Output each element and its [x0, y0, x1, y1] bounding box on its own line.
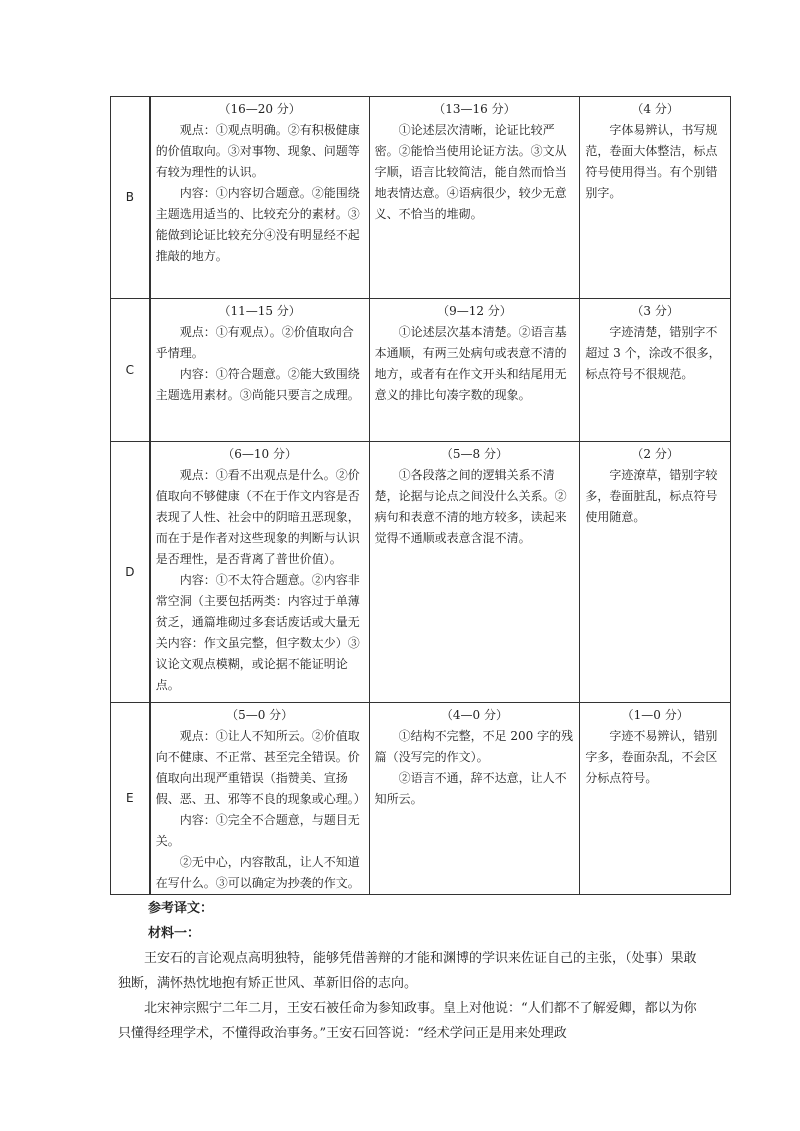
score-range: （13—16 分）: [433, 102, 516, 116]
criteria-text: 内容：①完全不合题意，与题目无关。: [155, 813, 360, 848]
table-row: [111, 442, 731, 703]
criteria-text: 内容：①符合题意。②能大致围绕主题选用素材。③尚能只要言之成理。: [155, 367, 360, 402]
reference-subtitle: 材料一：: [148, 926, 201, 941]
score-range: （16—20 分）: [218, 102, 301, 116]
score-range: （5—0 分）: [226, 708, 294, 722]
criteria-cell: [580, 442, 731, 703]
reference-translation: [118, 896, 703, 1046]
criteria-text: 字迹潦草，错别字较多，卷面脏乱，标点符号使用随意。: [585, 468, 718, 524]
grading-table: [110, 96, 731, 895]
criteria-cell: [369, 442, 580, 703]
criteria-text: ②无中心，内容散乱，让人不知道在写什么。③可以确定为抄袭的作文。: [155, 855, 360, 890]
score-range: （11—15 分）: [218, 304, 301, 318]
criteria-text: 观点：①看不出观点是什么。②价值取向不够健康（不在于作文内容是否表现了人性、社会中的阴暗丑恶现象，而在于是作者对这些现象的判断与认识是否理性，是否背离了普世价值）。: [155, 468, 360, 566]
criteria-cell: [580, 703, 731, 895]
criteria-text: 字迹清楚，错别字不超过 3 个，涂改不很多，标点符号不很规范。: [585, 325, 721, 381]
score-range: （5—8 分）: [440, 447, 508, 461]
criteria-text: 字体易辨认，书写规范，卷面大体整洁，标点符号使用得当。有个别错别字。: [585, 123, 718, 200]
grade-cell: B: [111, 97, 150, 299]
grade-cell: E: [111, 703, 150, 895]
grade-cell: C: [111, 299, 150, 442]
table-row: [111, 703, 731, 895]
reference-paragraph: 北宋神宗熙宁二年二月，王安石被任命为参知政事。皇上对他说：“人们都不了解爱卿，都以为你只懂得经理学术，不懂得政治事务。”王安石回答说：“经术学问正是用来处理政: [118, 1001, 697, 1041]
criteria-cell: [150, 703, 369, 895]
table-row: [111, 97, 731, 299]
reference-title: 参考译文：: [148, 901, 214, 916]
criteria-cell: [580, 97, 731, 299]
criteria-text: 内容：①内容切合题意。②能围绕主题选用适当的、比较充分的素材。③能做到论证比较充分④没有明显经不起推敲的地方。: [155, 186, 360, 263]
criteria-text: 字迹不易辨认，错别字多，卷面杂乱，不会区分标点符号。: [585, 729, 718, 785]
criteria-cell: [580, 299, 731, 442]
criteria-cell: [369, 97, 580, 299]
grade-cell: D: [111, 442, 150, 703]
criteria-cell: [369, 299, 580, 442]
criteria-text: ①论述层次基本清楚。②语言基本通顺，有两三处病句或表意不清的地方，或者有在作文开头和结尾用无意义的排比句凑字数的现象。: [374, 325, 567, 402]
criteria-text: 内容：①不太符合题意。②内容非常空洞（主要包括两类：内容过于单薄贫乏，通篇堆砌过多套话废话或大量无关内容：作文虽完整，但字数太少）③议论文观点模糊，或论据不能证明论点。: [155, 573, 360, 692]
score-range: （9—12 分）: [437, 304, 512, 318]
score-range: （2 分）: [631, 447, 679, 461]
table-row: [111, 299, 731, 442]
score-range: （4 分）: [631, 102, 679, 116]
score-range: （6—10 分）: [222, 447, 297, 461]
reference-paragraph: 王安石的言论观点高明独特，能够凭借善辩的才能和渊博的学识来佐证自己的主张，（处事）果敢独断，满怀热忱地抱有矫正世风、革新旧俗的志向。: [118, 951, 697, 991]
criteria-text: ①各段落之间的逻辑关系不清楚，论据与论点之间没什么关系。②病句和表意不清的地方较多，读起来觉得不通顺或表意含混不清。: [374, 468, 567, 545]
criteria-text: 观点：①让人不知所云。②价值取向不健康、不正常、甚至完全错误。价值取向出现严重错误（指赞美、宣扬假、恶、丑、邪等不良的现象或心理。）: [155, 729, 366, 806]
criteria-text: 观点：①观点明确。②有积极健康的价值取向。③对事物、现象、问题等有较为理性的认识。: [155, 123, 360, 179]
criteria-text: ①论述层次清晰，论证比较严密。②能恰当使用论证方法。③文从字顺，语言比较简洁，能自然而恰当地表情达意。④语病很少，较少无意义、不恰当的堆砌。: [374, 123, 567, 221]
criteria-cell: [150, 97, 369, 299]
score-range: （1—0 分）: [621, 708, 689, 722]
criteria-cell: [150, 299, 369, 442]
criteria-text: ②语言不通，辞不达意，让人不知所云。: [374, 771, 567, 806]
criteria-text: ①结构不完整，不足 200 字的残篇（没写完的作文）。: [374, 729, 574, 764]
criteria-cell: [150, 442, 369, 703]
score-range: （3 分）: [631, 304, 679, 318]
criteria-cell: [369, 703, 580, 895]
criteria-text: 观点：①有观点）。②价值取向合乎情理。: [155, 325, 354, 360]
score-range: （4—0 分）: [440, 708, 508, 722]
